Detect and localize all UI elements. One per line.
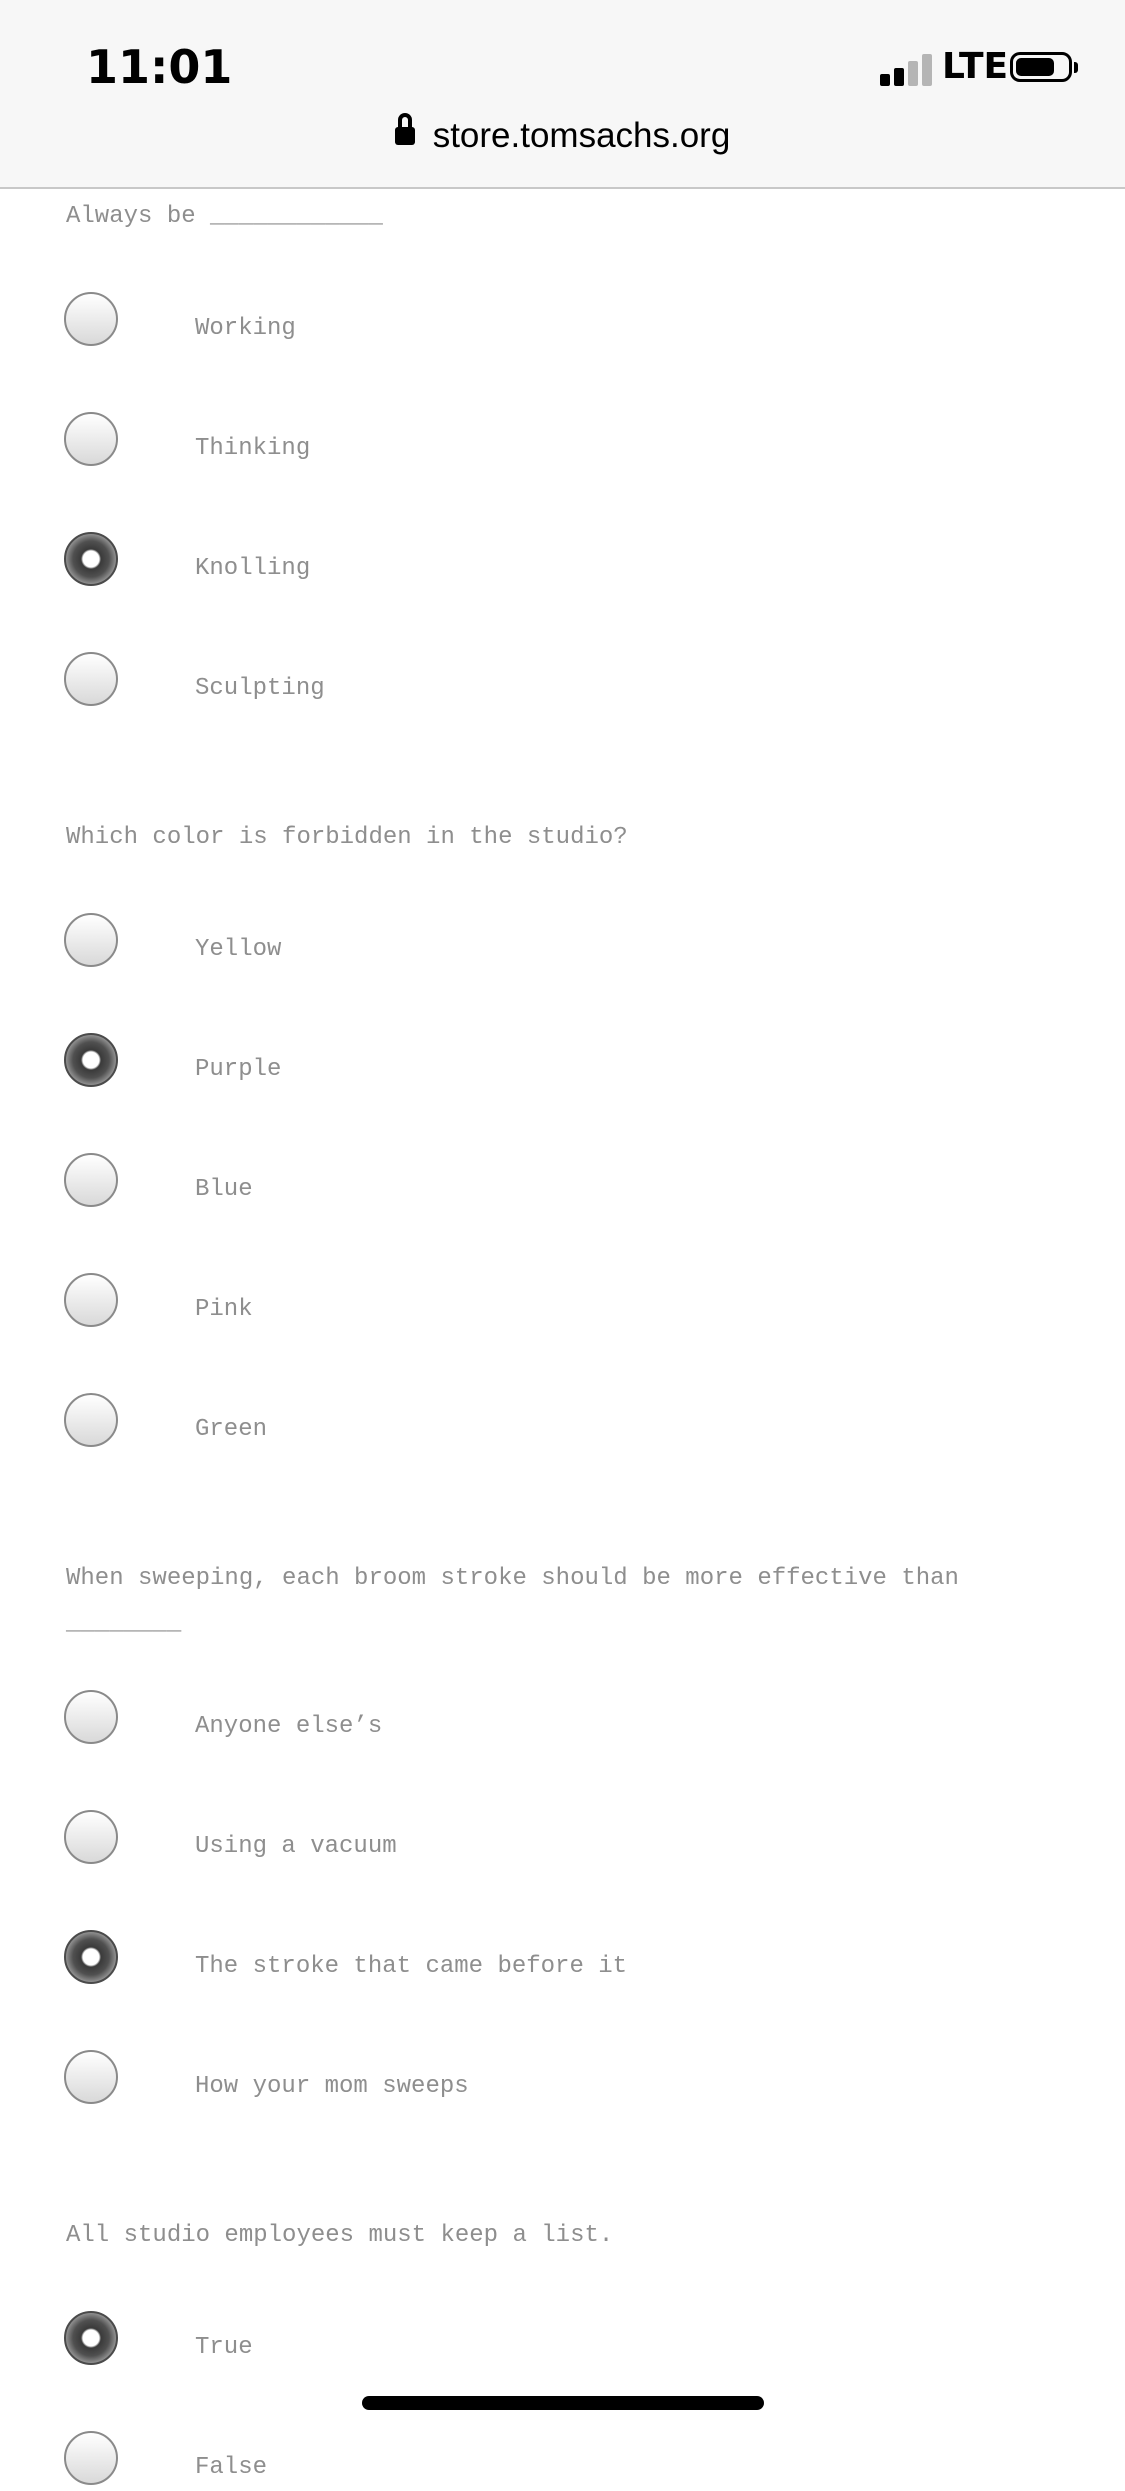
radio-button[interactable] bbox=[64, 412, 118, 466]
radio-button[interactable] bbox=[64, 1690, 118, 1744]
answer-option[interactable] bbox=[64, 2431, 1064, 2491]
network-type-label: LTE bbox=[942, 46, 1009, 87]
answer-label[interactable]: Using a vacuum bbox=[195, 1833, 397, 1860]
answer-label[interactable]: True bbox=[195, 2334, 253, 2361]
answer-label[interactable]: Working bbox=[195, 315, 296, 342]
status-time: 11:01 bbox=[86, 40, 233, 94]
answer-option[interactable] bbox=[64, 1153, 1064, 1213]
question-text: All studio employees must keep a list. bbox=[66, 2222, 614, 2249]
radio-button[interactable] bbox=[64, 913, 118, 967]
answer-label[interactable]: Blue bbox=[195, 1176, 253, 1203]
question-text: Always be ____________ bbox=[66, 203, 383, 230]
answer-option[interactable] bbox=[64, 1810, 1064, 1870]
answer-option[interactable] bbox=[64, 2050, 1064, 2110]
radio-button[interactable] bbox=[64, 1930, 118, 1984]
answer-option[interactable] bbox=[64, 292, 1064, 352]
answer-label[interactable]: The stroke that came before it bbox=[195, 1953, 628, 1980]
answer-option[interactable] bbox=[64, 1033, 1064, 1093]
question-text: Which color is forbidden in the studio? bbox=[66, 824, 628, 851]
url-text: store.tomsachs.org bbox=[432, 116, 731, 155]
radio-button[interactable] bbox=[64, 532, 118, 586]
question-text: When sweeping, each broom stroke should be more effective than ________ bbox=[66, 1565, 974, 1637]
answer-label[interactable]: False bbox=[195, 2454, 268, 2481]
browser-chrome bbox=[0, 0, 1125, 189]
battery-tip bbox=[1074, 62, 1078, 73]
radio-button[interactable] bbox=[64, 292, 118, 346]
answer-label[interactable]: Sculpting bbox=[195, 675, 325, 702]
answer-option[interactable] bbox=[64, 1273, 1064, 1333]
radio-button[interactable] bbox=[64, 1033, 118, 1087]
answer-label[interactable]: Anyone else’s bbox=[195, 1713, 383, 1740]
battery-icon bbox=[1010, 52, 1072, 82]
answer-option[interactable] bbox=[64, 1930, 1064, 1990]
answer-label[interactable]: Purple bbox=[195, 1056, 282, 1083]
answer-label[interactable]: Thinking bbox=[195, 435, 311, 462]
radio-button[interactable] bbox=[64, 2431, 118, 2485]
answer-label[interactable]: Yellow bbox=[195, 936, 282, 963]
answer-label[interactable]: How your mom sweeps bbox=[195, 2073, 469, 2100]
radio-button[interactable] bbox=[64, 2050, 118, 2104]
radio-button[interactable] bbox=[64, 1810, 118, 1864]
answer-label[interactable]: Pink bbox=[195, 1296, 253, 1323]
answer-option[interactable] bbox=[64, 532, 1064, 592]
answer-label[interactable]: Green bbox=[195, 1416, 268, 1443]
radio-button[interactable] bbox=[64, 1153, 118, 1207]
answer-label[interactable]: Knolling bbox=[195, 555, 311, 582]
answer-option[interactable] bbox=[64, 412, 1064, 472]
radio-button[interactable] bbox=[64, 652, 118, 706]
answer-option[interactable] bbox=[64, 652, 1064, 712]
radio-button[interactable] bbox=[64, 1273, 118, 1327]
radio-button[interactable] bbox=[64, 2311, 118, 2365]
address-bar[interactable] bbox=[0, 116, 1125, 156]
cellular-signal-icon bbox=[880, 52, 934, 86]
answer-option[interactable] bbox=[64, 2311, 1064, 2371]
answer-option[interactable] bbox=[64, 913, 1064, 973]
answer-option[interactable] bbox=[64, 1690, 1064, 1750]
lock-icon bbox=[395, 123, 415, 149]
radio-button[interactable] bbox=[64, 1393, 118, 1447]
answer-option[interactable] bbox=[64, 1393, 1064, 1453]
home-indicator[interactable] bbox=[362, 2396, 764, 2410]
